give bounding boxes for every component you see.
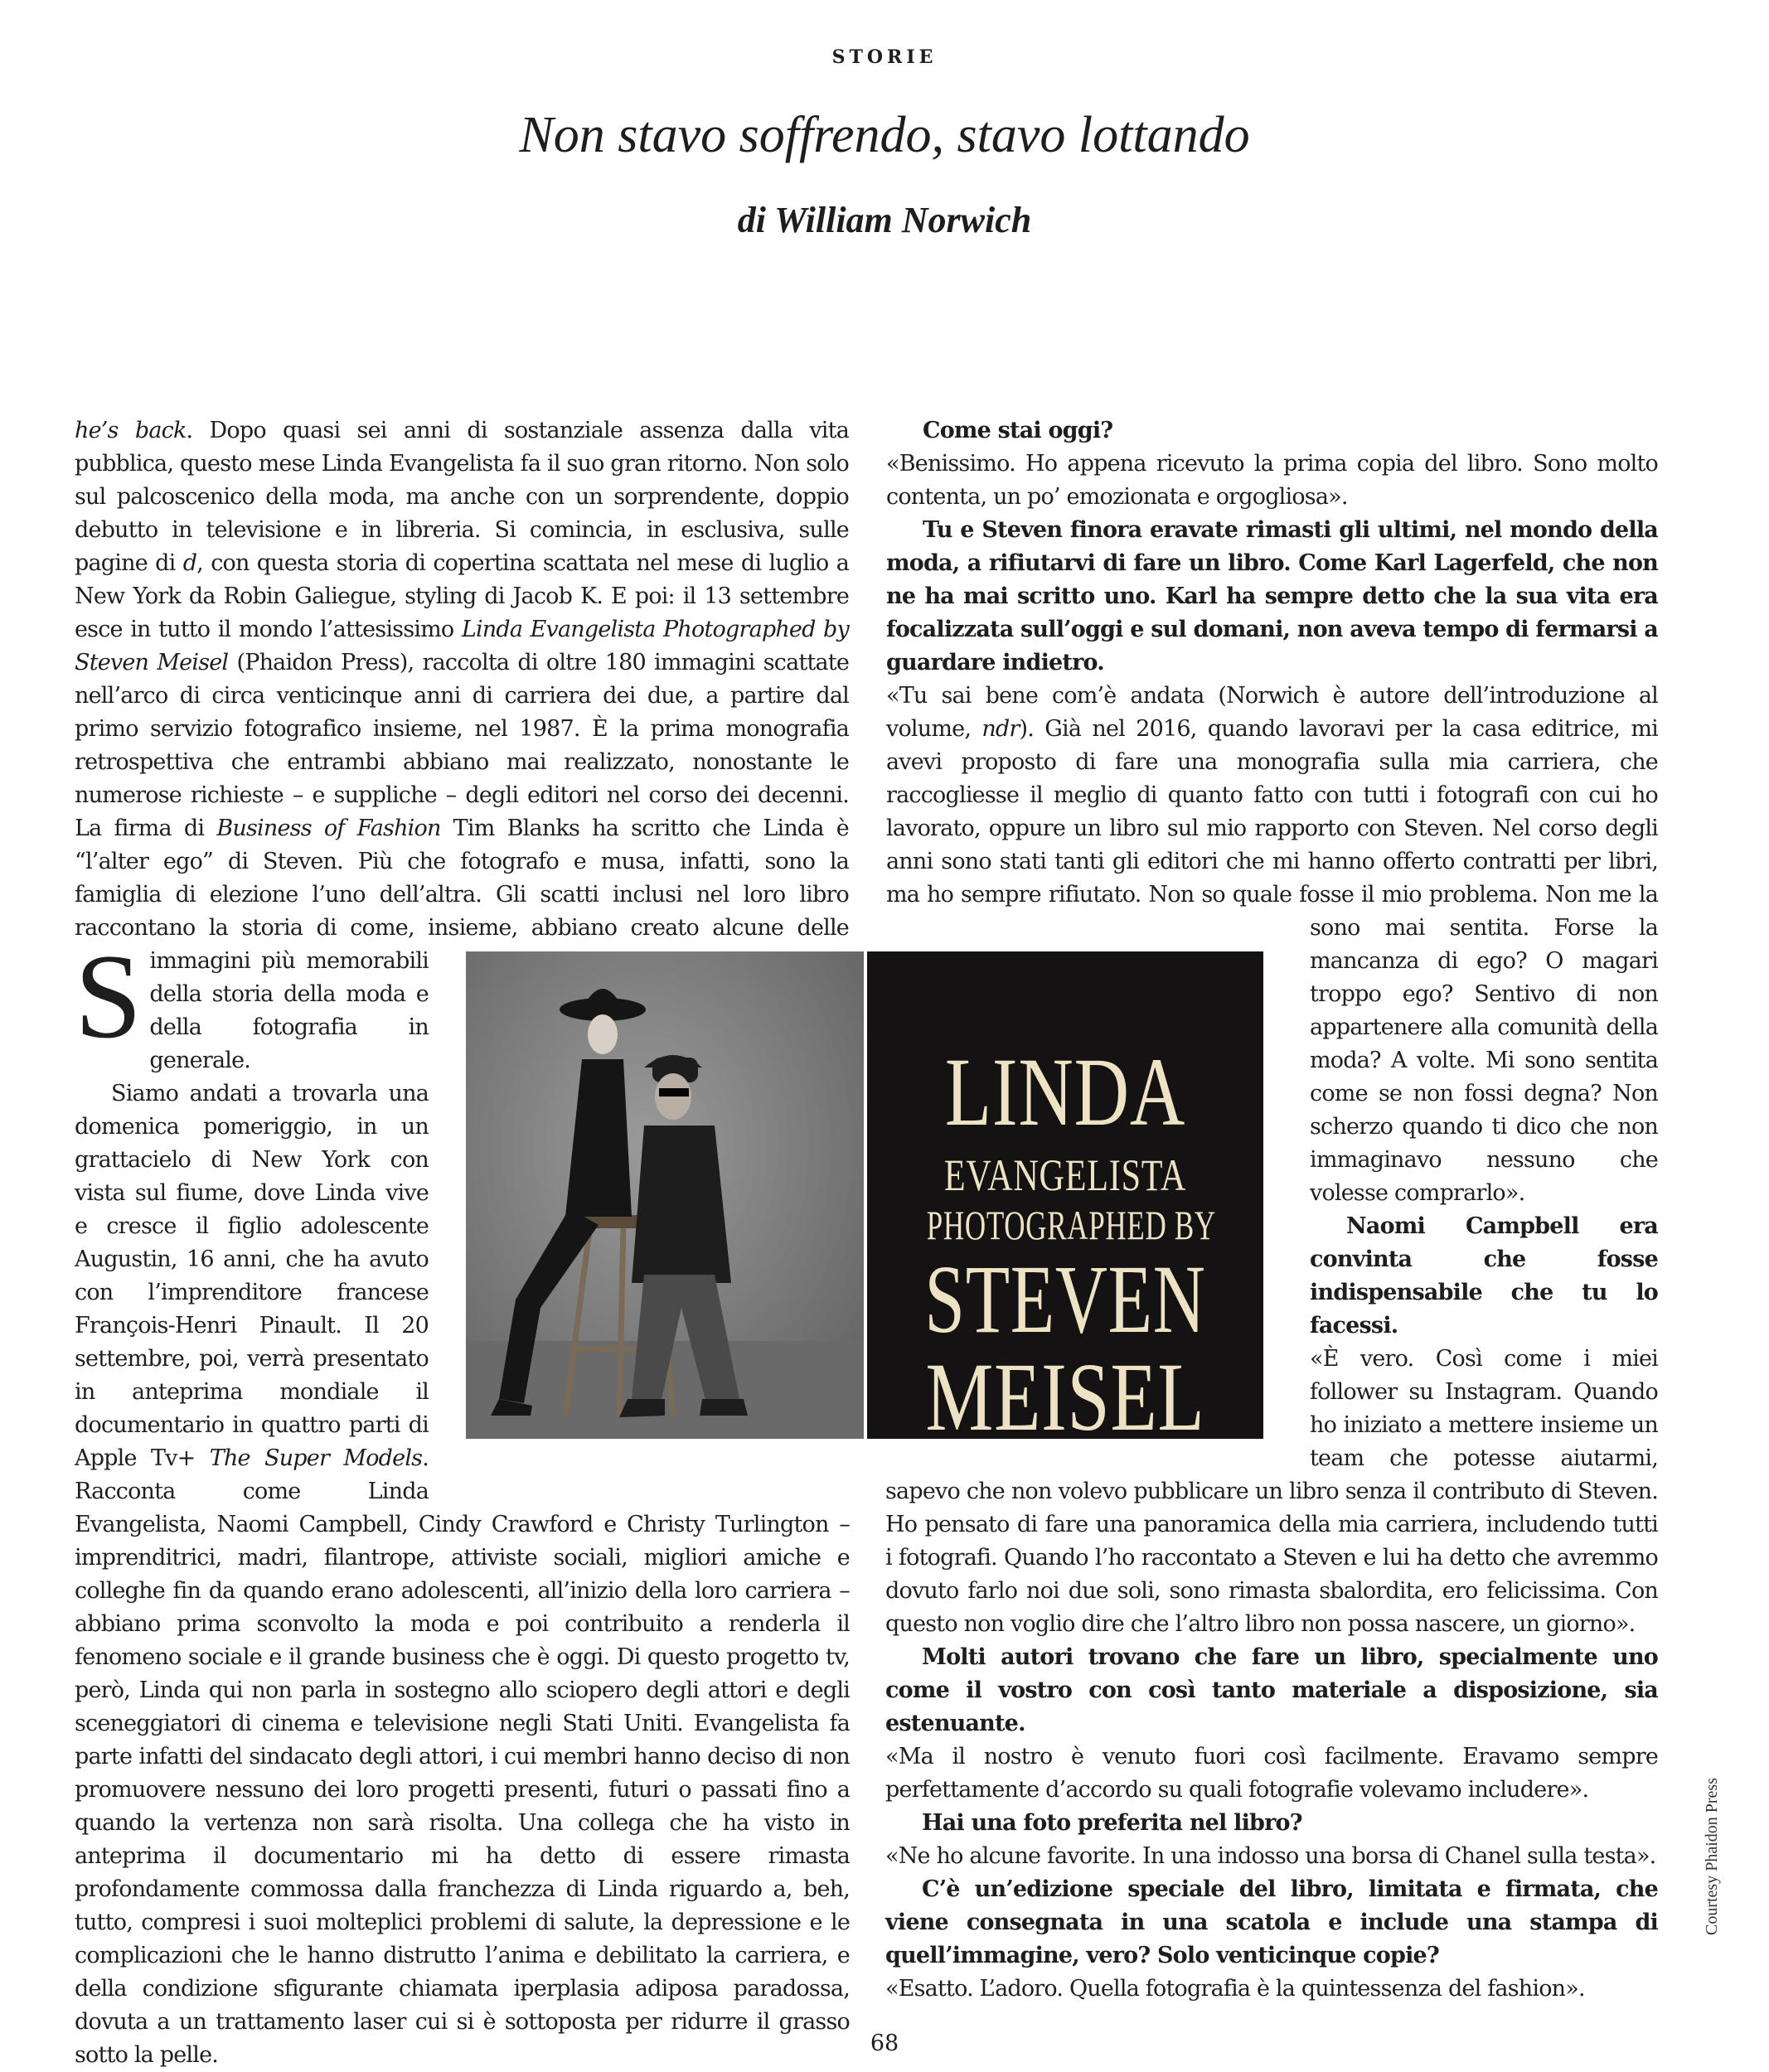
interview-question [885,514,1658,680]
text-run: «Esatto. L’adoro. Quella fotografia è la quintessenza del fashion». [885,1976,1585,2002]
text-run: , con questa storia di copertina scattata nel mese di luglio a New York da Robin Galiegue, styling di Jacob K. E poi: il 13 settembre esce in tutto il mondo l’attesissimo [75,550,849,642]
text-run: «Ne ho alcune favorite. In una indosso una borsa di Chanel sulla testa». [885,1843,1656,1869]
cover-line-3: PHOTOGRAPHED BY [926,1202,1216,1248]
text-run: Hai una foto preferita nel libro? [922,1810,1302,1836]
text-run: «Tu sai bene com’è andata (Norwich è autore dell’introduzione al volume, [886,683,1658,742]
text-run: Siamo andati a trovarla una domenica pomeriggio, in un grattacielo di New York con vista sul fiume, dove Linda vive e cresce il figlio adolescente Augustin, 16 anni, che ha avuto con l’imprenditore francese François-Henri Pinault. Il 20 settembre, poi, verrà presentato in anteprima mondiale il documentario in quattro parti di Apple Tv+ [75,1081,429,1471]
article-paragraph [885,1740,1658,1807]
cover-line-4: STEVEN [924,1245,1206,1353]
page-number: 68 [870,2031,899,2056]
cover-line-1: LINDA [944,1038,1186,1146]
text-run: Tu e Steven finora eravate rimasti gli ultimi, nel mondo della moda, a rifiutarvi di fare un libro. Come Karl Lagerfeld, che non ne ha mai scritto uno. Karl ha sempre detto che la sua vita era focalizzata sull’oggi e sul domani, non aveva tempo di fermarsi a guardare indietro. [886,517,1658,675]
text-run: ). Già nel 2016, quando lavoravi per la casa editrice, mi avevi proposto di fare una monografia sulla mia carriera, che raccogliesse il meglio di quanto fatto con tutti i fotografi con cui ho lavorato, oppure un libro sul mio rapporto con Steven. Nel corso degli anni sono stati tanti gli editori che mi hanno offerto contratti per libri, ma ho sempre rifiutato. Non so quale fosse il mio problema. Non me la sono mai sentita. Forse la mancanza di ego? O magari troppo ego? Sentivo di non appartenere alla comunità della moda? A volte. Mi sono sentita come se non fossi degna? Non scherzo quando ti dico che non immaginavo nessuno che volesse comprarlo». [886,716,1658,1206]
text-run: C’è un’edizione speciale del libro, limitata e firmata, che viene consegnata in una scatola e include una stampa di quell’immagine, vero? Solo venticinque copie? [885,1876,1658,1968]
text-run: Come stai oggi? [923,418,1113,443]
portrait-photo [466,951,864,1439]
italic-text-run: ndr [981,716,1020,742]
text-run: Tim Blanks ha scritto che Linda è “l’alter ego” di Steven. Più che fotografo e musa, infatti, sono la famiglia di elezione l’uno dell’altra. Gli scatti inclusi nel loro libro raccontano la storia di come, insieme, abbiano creato alcune delle immagini più memorabili della storia della moda e della fotografia in generale. [75,816,849,1073]
book-cover-image [867,951,1263,1451]
section-label: STORIE [831,46,938,68]
text-run: . Dopo quasi sei anni di sostanziale assenza dalla vita pubblica, questo mese Linda Evangelista fa il suo gran ritorno. Non solo sul palcoscenico della moda, ma anche con un sorprendente, doppio debutto in televisione e in libreria. Si comincia, in esclusiva, sulle pagine di [75,418,849,576]
italic-text-run: Business of Fashion [216,816,441,841]
article-paragraph [885,1840,1658,1873]
italic-text-run: he’s back [75,418,187,443]
text-run: (Phaidon Press), raccolta di oltre 180 immagini scattate nell’arco di circa venticinque anni di carriera dei due, a partire dal primo servizio fotografico insieme, nel 1987. È la prima monografia retrospettiva che entrambi abbiano mai realizzato, nonostante le numerose richieste – e suppliche – degli editori nel corso dei decenni. La firma di [75,650,849,841]
text-run: . Racconta come Linda Evangelista, Naomi Campbell, Cindy Crawford e Christy Turlington – imprenditrici, madri, filantrope, attiviste sociali, migliori amiche e colleghe fin da quando erano adolescenti, all’inizio della loro carriera – abbiano prima sconvolto la moda e poi contribuito a renderla il fenomeno sociale e il grande business che è oggi. Di questo progetto tv, però, Linda qui non parla in sostegno allo sciopero degli attori e degli sceneggiatori di cinema e televisione negli Stati Uniti. Evangelista fa parte infatti del sindacato degli attori, i cui membri hanno deciso di non promuovere nessuno dei loro progetti presenti, futuri o passati fino a quando la vertenza non sarà risolta. Una collega che ha visto in anteprima il documentario mi ha detto di essere rimasta profondamente commossa dalla franchezza di Linda riguardo a, beh, tutto, compresi i suoi molteplici problemi di salute, la depressione e le complicazioni che le hanno distrutto l’anima e debilitato la carriera, e della condizione sfigurante chiamata iperplasia adiposa paradossa, dovuta a un trattamento laser cui si è sottoposta per ridurre il grasso sotto la pelle. [75,1445,850,2068]
italic-text-run: The Super Models [209,1445,423,1471]
text-run: Molti autori trovano che fare un libro, specialmente uno come il vostro con così tanto materiale a disposizione, sia estenuante. [885,1644,1658,1736]
article-byline: di William Norwich [737,200,1032,240]
photo-illustration [466,951,864,1439]
article-title: Non stavo soffrendo, stavo lottando [519,107,1250,163]
text-run: Naomi Campbell era convinta che fosse indispensabile che tu lo facessi. [1310,1213,1658,1339]
interview-question [885,1873,1658,1973]
article-paragraph [885,448,1658,514]
text-run: «Benissimo. Ho appena ricevuto la prima copia del libro. Sono molto contenta, un po’ emozionata e orgogliosa». [886,451,1658,510]
cover-line-5: MEISEL [925,1343,1205,1451]
drop-cap: S [75,929,142,1063]
interview-question [885,1641,1658,1740]
article-paragraph [885,1973,1658,2006]
interview-question [885,414,1658,448]
italic-text-run: Linda Evangelista Photographed by Steven Meisel [75,617,849,675]
italic-text-run: d [182,550,197,576]
text-run: «È vero. Così come i miei follower su Instagram. Quando ho iniziato a mettere insieme un team che potesse aiutarmi, sapevo che non volevo pubblicare un libro senza il contributo di Steven. Ho pensato di fare una panoramica della mia carriera, includendo tutti i fotografi. Quando l’ho raccontato a Steven e lui ha detto che avremmo dovuto farlo noi due soli, sono rimasta sbalordita, ero felicissima. Con questo non voglio dire che l’altro libro non possa nascere, un giorno». [885,1346,1658,1637]
photo-credit: Courtesy Phaidon Press [1703,1778,1721,1935]
interview-question [885,1807,1658,1840]
text-run: «Ma il nostro è venuto fuori così facilmente. Eravamo sempre perfettamente d’accordo su quali fotografie volevamo includere». [885,1744,1658,1803]
cover-line-2: EVANGELISTA [943,1150,1187,1200]
